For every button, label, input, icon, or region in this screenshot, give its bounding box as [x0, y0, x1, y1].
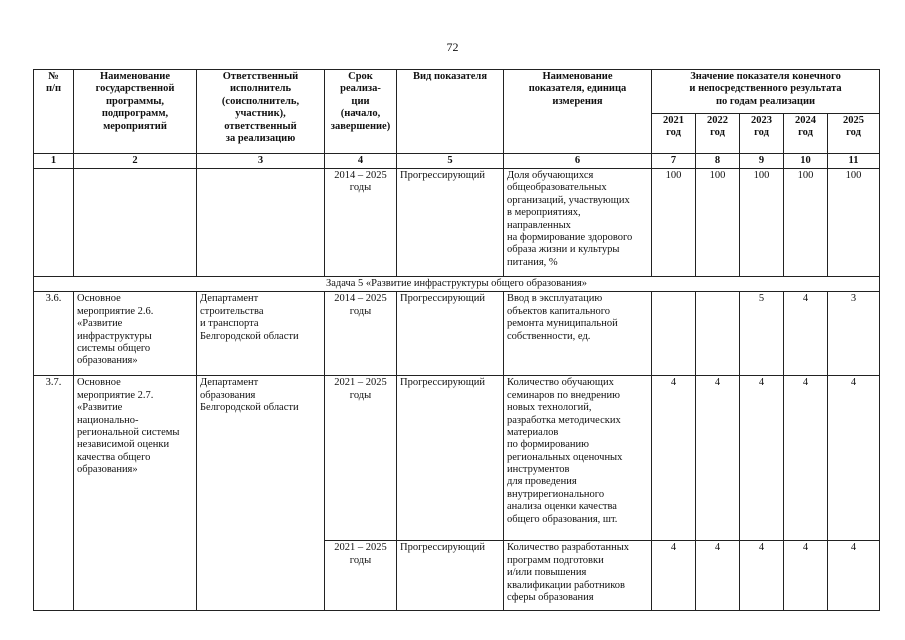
- header-year: 2023 год: [740, 114, 784, 154]
- row-value-2021: [652, 292, 696, 376]
- row-program: Основное мероприятие 2.6. «Развитие инфраструктуры системы общего образования»: [74, 292, 197, 376]
- row-value-2021: 4: [652, 541, 696, 611]
- header-indicator-name: Наименование показателя, единица измерения: [504, 70, 652, 154]
- row-value-2022: 4: [696, 541, 740, 611]
- header-executor: Ответственный исполнитель (соисполнитель, участник), ответственный за реализацию: [197, 70, 325, 154]
- row-value-2025: 3: [828, 292, 880, 376]
- task-title: Задача 5 «Развитие инфраструктуры общего образования»: [34, 277, 880, 292]
- header-values-group: Значение показателя конечного и непосредственного результата по годам реализации: [652, 70, 880, 114]
- row-value-2021: 4: [652, 376, 696, 541]
- column-number: 4: [325, 154, 397, 169]
- row-value-2024: 4: [784, 376, 828, 541]
- row-executor: Департамент образования Белгородской области: [197, 376, 325, 611]
- column-number: 3: [197, 154, 325, 169]
- row-indicator-name: Количество обучающих семинаров по внедрению новых технологий, разработка методических материалов по формированию региональных оценочных инструментов для проведения внутрирегионального анализа оценки качества общего образования, шт.: [504, 376, 652, 541]
- column-number: 1: [34, 154, 74, 169]
- row-indicator-type: Прогрессирующий: [397, 292, 504, 376]
- row-value-2022: 100: [696, 169, 740, 277]
- row-num: 3.6.: [34, 292, 74, 376]
- row-period: 2021 – 2025 годы: [325, 541, 397, 611]
- column-number: 6: [504, 154, 652, 169]
- row-program: Основное мероприятие 2.7. «Развитие национально- региональной системы независимой оценки качества общего образования»: [74, 376, 197, 611]
- page-number: 72: [446, 40, 459, 54]
- header-indicator-type: Вид показателя: [397, 70, 504, 154]
- indicator-table: [33, 69, 880, 611]
- row-indicator-name: Количество разработанных программ подготовки и/или повышения квалификации работников сферы образования: [504, 541, 652, 611]
- header-row: [34, 70, 880, 114]
- row-value-2023: 4: [740, 541, 784, 611]
- header-program: Наименование государственной программы, подпрограмм, мероприятий: [74, 70, 197, 154]
- row-executor: [197, 169, 325, 277]
- table-row: [34, 169, 880, 277]
- row-program: [74, 169, 197, 277]
- column-number: 2: [74, 154, 197, 169]
- column-number: 11: [828, 154, 880, 169]
- row-num: 3.7.: [34, 376, 74, 611]
- header-year: 2022 год: [696, 114, 740, 154]
- row-value-2024: 4: [784, 292, 828, 376]
- row-executor: Департамент строительства и транспорта Белгородской области: [197, 292, 325, 376]
- column-number: 9: [740, 154, 784, 169]
- header-period: Срок реализа- ции (начало, завершение): [325, 70, 397, 154]
- row-value-2022: 4: [696, 376, 740, 541]
- row-period: 2014 – 2025 годы: [325, 292, 397, 376]
- row-value-2023: 100: [740, 169, 784, 277]
- row-indicator-name: Доля обучающихся общеобразовательных организаций, участвующих в мероприятиях, направленных на формирование здорового образа жизни и культуры питания, %: [504, 169, 652, 277]
- row-period: 2021 – 2025 годы: [325, 376, 397, 541]
- table-row: [34, 292, 880, 376]
- table-row: [34, 376, 880, 541]
- row-indicator-name: Ввод в эксплуатацию объектов капитального ремонта муниципальной собственности, ед.: [504, 292, 652, 376]
- row-value-2025: 4: [828, 541, 880, 611]
- column-number: 8: [696, 154, 740, 169]
- column-number: 10: [784, 154, 828, 169]
- header-num: № п/п: [34, 70, 74, 154]
- row-value-2024: 100: [784, 169, 828, 277]
- row-value-2021: 100: [652, 169, 696, 277]
- header-year: 2021 год: [652, 114, 696, 154]
- task-row: [34, 277, 880, 292]
- row-value-2022: [696, 292, 740, 376]
- row-value-2023: 4: [740, 376, 784, 541]
- row-value-2024: 4: [784, 541, 828, 611]
- column-number: 7: [652, 154, 696, 169]
- header-year: 2024 год: [784, 114, 828, 154]
- column-number: 5: [397, 154, 504, 169]
- row-indicator-type: Прогрессирующий: [397, 541, 504, 611]
- row-period: 2014 – 2025 годы: [325, 169, 397, 277]
- row-value-2025: 100: [828, 169, 880, 277]
- header-year: 2025 год: [828, 114, 880, 154]
- row-value-2023: 5: [740, 292, 784, 376]
- row-indicator-type: Прогрессирующий: [397, 376, 504, 541]
- row-value-2025: 4: [828, 376, 880, 541]
- row-indicator-type: Прогрессирующий: [397, 169, 504, 277]
- column-numbers-row: [34, 154, 880, 169]
- row-num: [34, 169, 74, 277]
